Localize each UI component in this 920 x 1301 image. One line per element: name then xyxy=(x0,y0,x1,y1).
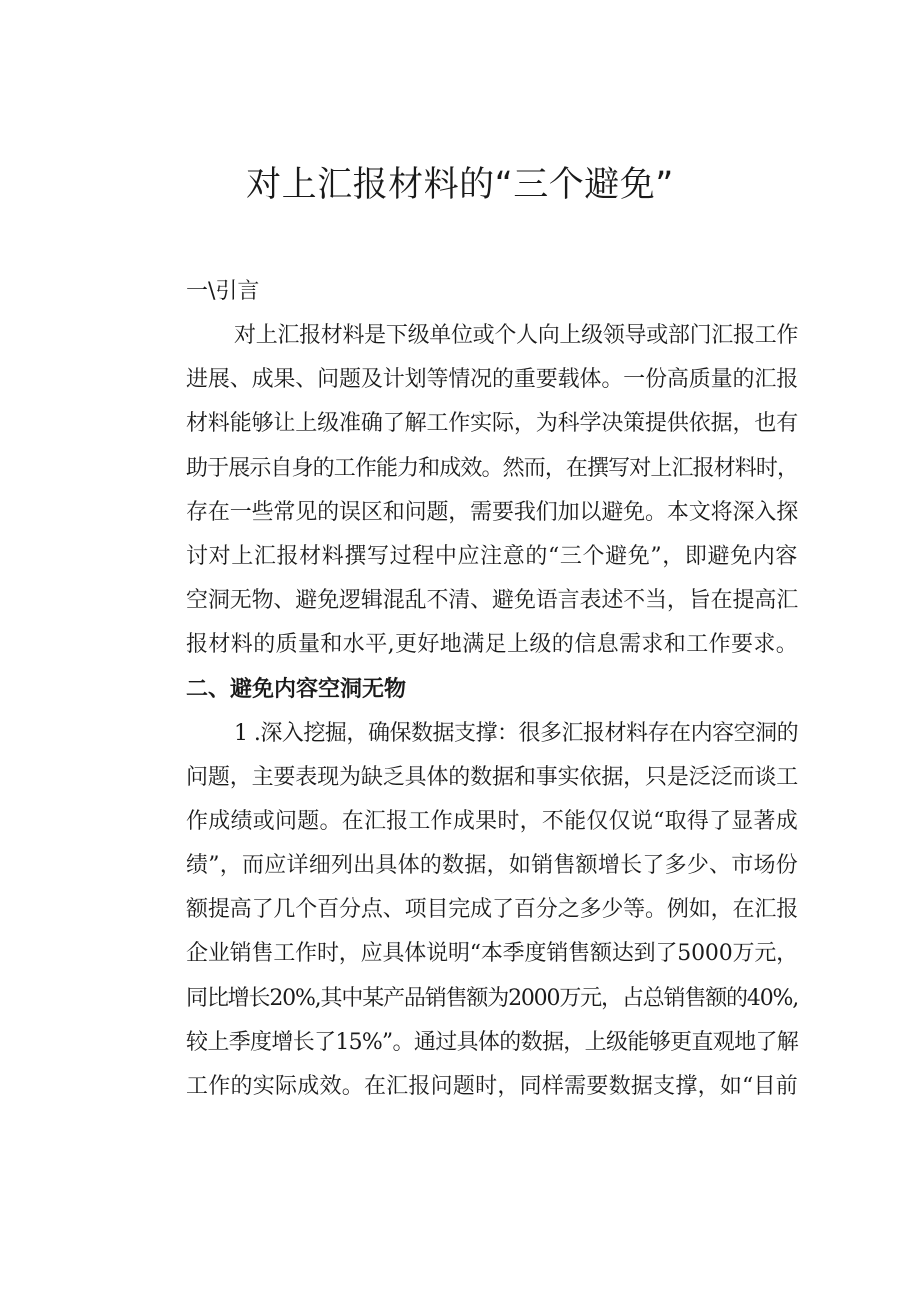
text-line: 材料能够让上级准确了解工作实际，为科学决策提供依据，也有 xyxy=(186,411,798,437)
section-heading-avoid-empty-content: 二、避免内容空洞无物 xyxy=(186,676,407,702)
text-line: 同比增长20%,其中某产品销售额为2000万元，占总销售额的40%, xyxy=(186,985,798,1011)
text-line: 作成绩或问题。在汇报工作成果时，不能仅仅说“取得了显著成 xyxy=(186,808,798,834)
section-heading-introduction: 一\引言 xyxy=(186,279,260,304)
text-line: 工作的实际成效。在汇报问题时，同样需要数据支撑，如“目前 xyxy=(186,1074,798,1099)
text-line: 存在一些常见的误区和问题，需要我们加以避免。本文将深入探 xyxy=(186,499,798,525)
text-line: 绩”，而应详细列出具体的数据，如销售额增长了多少、市场份 xyxy=(186,853,798,879)
text-line: 企业销售工作时，应具体说明“本季度销售额达到了5000万元， xyxy=(186,941,798,967)
text-line: 讨对上汇报材料撰写过程中应注意的“三个避免”，即避免内容 xyxy=(186,543,798,569)
paragraph-data-support xyxy=(138,712,798,1110)
document-title: 对上汇报材料的“三个避免” xyxy=(246,165,674,205)
document-body xyxy=(138,270,798,1109)
text-line: 进展、成果、问题及计划等情况的重要载体。一份高质量的汇报 xyxy=(186,367,798,393)
text-line: 空洞无物、避免逻辑混乱不清、避免语言表述不当，旨在提高汇 xyxy=(186,588,798,614)
text-line: 1 .深入挖掘，确保数据支撑：很多汇报材料存在内容空洞的 xyxy=(234,720,798,746)
text-line: 对上汇报材料是下级单位或个人向上级领导或部门汇报工作 xyxy=(234,323,798,348)
text-line: 报材料的质量和水平,更好地满足上级的信息需求和工作要求。 xyxy=(186,632,799,658)
text-line: 问题，主要表现为缺乏具体的数据和事实依据，只是泛泛而谈工 xyxy=(186,764,798,790)
text-line: 额提高了几个百分点、项目完成了百分之多少等。例如，在汇报 xyxy=(186,897,798,923)
text-line: 助于展示自身的工作能力和成效。然而，在撰写对上汇报材料时， xyxy=(186,455,798,481)
paragraph-introduction xyxy=(138,314,798,668)
text-line: 较上季度增长了15%”。通过具体的数据，上级能够更直观地了解 xyxy=(186,1029,798,1055)
